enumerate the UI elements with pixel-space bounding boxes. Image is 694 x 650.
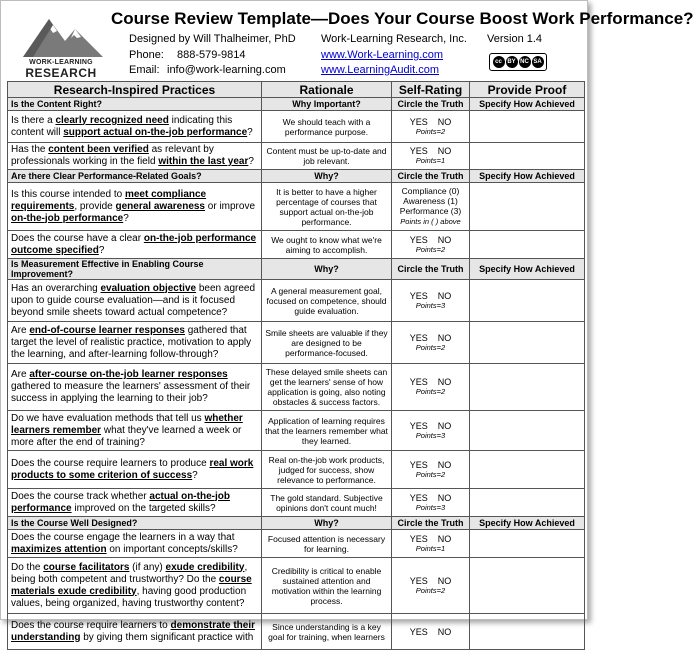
table-row bbox=[8, 451, 585, 489]
emphasis-text: after-course on-the-job learner responses bbox=[29, 369, 228, 380]
self-rating-cell[interactable] bbox=[392, 530, 470, 558]
self-rating-cell[interactable] bbox=[392, 614, 470, 650]
question-text: Are bbox=[11, 369, 30, 380]
points-value: Points=3 bbox=[415, 430, 446, 440]
self-rating-cell[interactable] bbox=[392, 451, 470, 489]
emphasis-text: end-of-course learner responses bbox=[29, 324, 185, 336]
yes-no-choice[interactable]: YES NO bbox=[409, 626, 452, 637]
emphasis-text: whether learners remember bbox=[11, 412, 243, 436]
practice-question bbox=[8, 489, 262, 517]
rationale-cell: Since understanding is a key goal for training, when learners bbox=[262, 614, 392, 650]
proof-cell[interactable] bbox=[470, 489, 585, 517]
cc-icon: cc bbox=[493, 56, 505, 68]
rating-option[interactable]: Awareness (1) bbox=[403, 196, 458, 206]
self-rating-cell[interactable] bbox=[392, 322, 470, 364]
question-text: , being both competent and trustworthy? Do the bbox=[11, 561, 248, 585]
proof-cell[interactable] bbox=[470, 451, 585, 489]
question-text: Does the course track whether bbox=[11, 490, 150, 502]
document-header bbox=[1, 1, 694, 81]
points-value: Points=2 bbox=[415, 126, 446, 136]
emphasis-text: evaluation objective bbox=[100, 282, 197, 294]
organization: Work-Learning Research, Inc. bbox=[321, 33, 467, 45]
question-text: ? bbox=[98, 244, 105, 256]
points-value: Points=2 bbox=[415, 469, 446, 479]
work-learning-logo bbox=[13, 11, 109, 79]
emphasis-text: exude credibility bbox=[165, 561, 245, 573]
yes-no-choice[interactable]: YES NO bbox=[409, 492, 452, 503]
proof-cell[interactable] bbox=[470, 558, 585, 614]
emphasis-text: support actual on-the-job performance bbox=[63, 126, 248, 138]
rationale-cell: Credibility is critical to enable sustained attention and motivation within the learning process. bbox=[262, 558, 392, 614]
section-column-label: Specify How Achieved bbox=[470, 259, 585, 280]
table-row bbox=[8, 280, 585, 322]
rationale-cell: These delayed smile sheets can get the learners' sense of how application is going, also noting obstacles & success factors. bbox=[262, 364, 392, 411]
section-column-label: Specify How Achieved bbox=[470, 98, 585, 111]
cc-nc-icon: NC bbox=[519, 56, 531, 68]
rationale-cell: We ought to know what we're aiming to accomplish. bbox=[262, 231, 392, 259]
self-rating-cell[interactable] bbox=[392, 558, 470, 614]
section-column-label: Circle the Truth bbox=[392, 170, 470, 183]
question-text: improved on the targeted skills? bbox=[71, 502, 216, 514]
yes-no-choice[interactable]: YES NO bbox=[409, 377, 452, 387]
section-column-label: Why? bbox=[262, 259, 392, 280]
proof-cell[interactable] bbox=[470, 614, 585, 650]
yes-no-choice[interactable]: YES NO bbox=[409, 234, 452, 245]
column-header: Rationale bbox=[262, 82, 392, 98]
question-text: Do we have evaluation methods that tell us bbox=[11, 412, 205, 424]
section-column-label: Circle the Truth bbox=[392, 259, 470, 280]
points-value: Points=1 bbox=[415, 543, 446, 553]
emphasis-text: general awareness bbox=[115, 200, 205, 212]
cc-by-icon: BY bbox=[506, 56, 518, 68]
yes-no-choice[interactable]: YES NO bbox=[409, 575, 452, 586]
question-text: what they've learned a week or more after the end of training? bbox=[11, 424, 242, 448]
question-text: gathered that target the level of realistic practice, motivation to apply the learning, and after-learning follow-through? bbox=[11, 324, 252, 360]
practice-question bbox=[8, 231, 262, 259]
emphasis-text: within the last year bbox=[158, 156, 249, 167]
question-text: ? bbox=[192, 469, 198, 481]
table-row bbox=[8, 322, 585, 364]
question-text: Does the course have a clear bbox=[11, 232, 144, 244]
table-row bbox=[8, 614, 585, 650]
practice-question bbox=[8, 614, 262, 650]
designed-by: Designed by Will Thalheimer, PhD bbox=[129, 33, 296, 45]
email-address: info@work-learning.com bbox=[167, 64, 286, 76]
emphasis-text: demonstrate their understanding bbox=[11, 619, 255, 643]
table-row bbox=[8, 231, 585, 259]
proof-cell[interactable] bbox=[470, 364, 585, 411]
question-text: Has the bbox=[11, 144, 49, 155]
self-rating-cell[interactable] bbox=[392, 143, 470, 170]
self-rating-cell[interactable] bbox=[392, 111, 470, 143]
table-row bbox=[8, 364, 585, 411]
rationale-cell: Focused attention is necessary for learning. bbox=[262, 530, 392, 558]
rationale-cell: We should teach with a performance purpose. bbox=[262, 111, 392, 143]
logo-line2: RESEARCH bbox=[25, 66, 97, 80]
emphasis-text: clearly recognized need bbox=[55, 114, 169, 126]
emphasis-text: real work products to some criterion of success bbox=[11, 457, 254, 481]
document-title: Course Review Template—Does Your Course Boost Work Performance? bbox=[111, 9, 694, 28]
phone-label: Phone: bbox=[129, 49, 164, 61]
question-text: as relevant by professionals working in the field bbox=[11, 144, 214, 167]
section-column-label: Why Important? bbox=[262, 98, 392, 111]
rationale-cell: The gold standard. Subjective opinions don't count much! bbox=[262, 489, 392, 517]
question-text: by giving them significant practice with bbox=[80, 631, 254, 643]
section-column-label: Why? bbox=[262, 170, 392, 183]
emphasis-text: course facilitators bbox=[43, 561, 130, 573]
question-text: (if any) bbox=[129, 561, 166, 573]
section-header-row bbox=[8, 517, 585, 530]
rationale-cell: A general measurement goal, focused on competence, should guide evaluation. bbox=[262, 280, 392, 322]
emphasis-text: course materials exude credibility bbox=[11, 573, 252, 597]
logo-line1: WORK-LEARNING bbox=[29, 59, 93, 66]
practice-question bbox=[8, 322, 262, 364]
rationale-cell: Real on-the-job work products, judged for success, show relevance to performance. bbox=[262, 451, 392, 489]
question-text: Do the bbox=[11, 561, 44, 573]
points-value: Points=2 bbox=[415, 342, 446, 352]
question-text: Are bbox=[11, 324, 30, 336]
self-rating-cell[interactable] bbox=[392, 183, 470, 231]
question-text: indicating this content will bbox=[11, 114, 233, 138]
proof-cell[interactable] bbox=[470, 231, 585, 259]
self-rating-cell[interactable] bbox=[392, 280, 470, 322]
emphasis-text: on-the-job performance bbox=[11, 212, 124, 224]
yes-no-choice[interactable]: YES NO bbox=[409, 332, 452, 343]
self-rating-cell[interactable] bbox=[392, 489, 470, 517]
question-text: Does the course require learners to bbox=[11, 619, 171, 631]
version: Version 1.4 bbox=[487, 33, 543, 45]
question-text: Does the course engage the learners in a way that bbox=[11, 531, 235, 543]
proof-cell[interactable] bbox=[470, 280, 585, 322]
emphasis-text: content been verified bbox=[48, 144, 149, 155]
question-text: Is there a bbox=[11, 114, 56, 126]
link-work-learning[interactable]: www.Work-Learning.com bbox=[321, 49, 444, 61]
practice-question bbox=[8, 411, 262, 451]
section-title: Is the Course Well Designed? bbox=[8, 517, 262, 530]
points-value: Points=2 bbox=[415, 387, 446, 396]
question-text: , having good production values, being organized, having trustworthy content? bbox=[11, 585, 247, 609]
self-rating-cell[interactable] bbox=[392, 364, 470, 411]
proof-cell[interactable] bbox=[470, 530, 585, 558]
question-text: been agreed upon to guide course evaluation—and is it focused beyond smile sheets toward actual competence? bbox=[11, 282, 256, 318]
section-header-row bbox=[8, 170, 585, 183]
proof-cell[interactable] bbox=[470, 143, 585, 170]
table-row bbox=[8, 111, 585, 143]
practice-question bbox=[8, 530, 262, 558]
yes-no-choice[interactable]: YES NO bbox=[409, 116, 452, 127]
practice-question bbox=[8, 111, 262, 143]
phone-number: 888-579-9814 bbox=[177, 49, 246, 61]
emphasis-text: on-the-job performance outcome specified bbox=[11, 232, 257, 256]
cc-sa-icon: SA bbox=[532, 56, 544, 68]
section-column-label: Circle the Truth bbox=[392, 517, 470, 530]
emphasis-text: maximizes attention bbox=[11, 543, 107, 555]
practice-question bbox=[8, 143, 262, 170]
emphasis-text: actual on-the-job performance bbox=[11, 490, 230, 514]
creative-commons-badge bbox=[489, 53, 547, 71]
rating-option[interactable]: Compliance (0) bbox=[401, 186, 460, 196]
section-title: Is the Content Right? bbox=[8, 98, 262, 111]
question-text: , provide bbox=[74, 200, 116, 212]
points-value: Points=3 bbox=[415, 502, 446, 512]
points-value: Points=2 bbox=[415, 244, 446, 254]
practice-question bbox=[8, 183, 262, 231]
self-rating-cell[interactable] bbox=[392, 411, 470, 451]
section-column-label: Specify How Achieved bbox=[470, 517, 585, 530]
section-column-label: Circle the Truth bbox=[392, 98, 470, 111]
section-title: Are there Clear Performance-Related Goals? bbox=[8, 170, 262, 183]
mountain-logo-icon bbox=[13, 11, 109, 59]
question-text: or improve bbox=[205, 200, 256, 212]
proof-cell[interactable] bbox=[470, 111, 585, 143]
self-rating-cell[interactable] bbox=[392, 231, 470, 259]
review-table bbox=[7, 81, 585, 650]
table-row bbox=[8, 489, 585, 517]
table-header-row bbox=[8, 82, 585, 98]
email-label: Email: bbox=[129, 64, 160, 76]
practice-question bbox=[8, 364, 262, 411]
points-value: Points=1 bbox=[415, 156, 446, 165]
section-title: Is Measurement Effective in Enabling Course Improvement? bbox=[8, 259, 262, 280]
table-body bbox=[8, 98, 585, 650]
table-row bbox=[8, 183, 585, 231]
rationale-cell: Smile sheets are valuable if they are designed to be performance-focused. bbox=[262, 322, 392, 364]
emphasis-text: meet compliance requirements bbox=[11, 188, 207, 212]
yes-no-choice[interactable]: YES NO bbox=[409, 533, 452, 544]
table-row bbox=[8, 558, 585, 614]
question-text: Does the course require learners to produce bbox=[11, 457, 210, 469]
practice-question bbox=[8, 451, 262, 489]
rationale-cell: Application of learning requires that the learners remember what they learned. bbox=[262, 411, 392, 451]
yes-no-choice[interactable]: YES NO bbox=[409, 420, 452, 431]
practice-question bbox=[8, 558, 262, 614]
table-row bbox=[8, 530, 585, 558]
table-row bbox=[8, 143, 585, 170]
question-text: ? bbox=[247, 126, 253, 138]
section-header-row bbox=[8, 98, 585, 111]
proof-cell[interactable] bbox=[470, 322, 585, 364]
rating-option[interactable]: Performance (3) bbox=[399, 206, 462, 216]
points-value: Points=3 bbox=[415, 300, 446, 310]
rationale-cell: It is better to have a higher percentage of courses that support actual on-the-job performance. bbox=[262, 183, 392, 231]
proof-cell[interactable] bbox=[470, 183, 585, 231]
practice-question bbox=[8, 280, 262, 322]
section-column-label: Why? bbox=[262, 517, 392, 530]
question-text: on important concepts/skills? bbox=[106, 543, 238, 555]
points-value: Points=2 bbox=[415, 585, 446, 595]
yes-no-choice[interactable]: YES NO bbox=[409, 459, 452, 470]
link-learning-audit[interactable]: www.LearningAudit.com bbox=[321, 64, 440, 76]
proof-cell[interactable] bbox=[470, 411, 585, 451]
section-column-label: Specify How Achieved bbox=[470, 170, 585, 183]
rationale-cell: Content must be up-to-date and job relevant. bbox=[262, 143, 392, 170]
points-note: Points in ( ) above bbox=[400, 217, 461, 226]
question-text: ? bbox=[248, 156, 254, 167]
column-header: Self-Rating bbox=[392, 82, 470, 98]
column-header: Provide Proof bbox=[470, 82, 585, 98]
yes-no-choice[interactable]: YES NO bbox=[409, 146, 452, 156]
column-header: Research-Inspired Practices bbox=[8, 82, 262, 98]
question-text: Is this course intended to bbox=[11, 188, 125, 200]
question-text: gathered to measure the learners' assessment of their success in applying the learning to their job? bbox=[11, 381, 251, 404]
yes-no-choice[interactable]: YES NO bbox=[409, 290, 452, 301]
table-row bbox=[8, 411, 585, 451]
question-text: Has an overarching bbox=[11, 282, 101, 294]
section-header-row bbox=[8, 259, 585, 280]
question-text: ? bbox=[123, 212, 129, 224]
